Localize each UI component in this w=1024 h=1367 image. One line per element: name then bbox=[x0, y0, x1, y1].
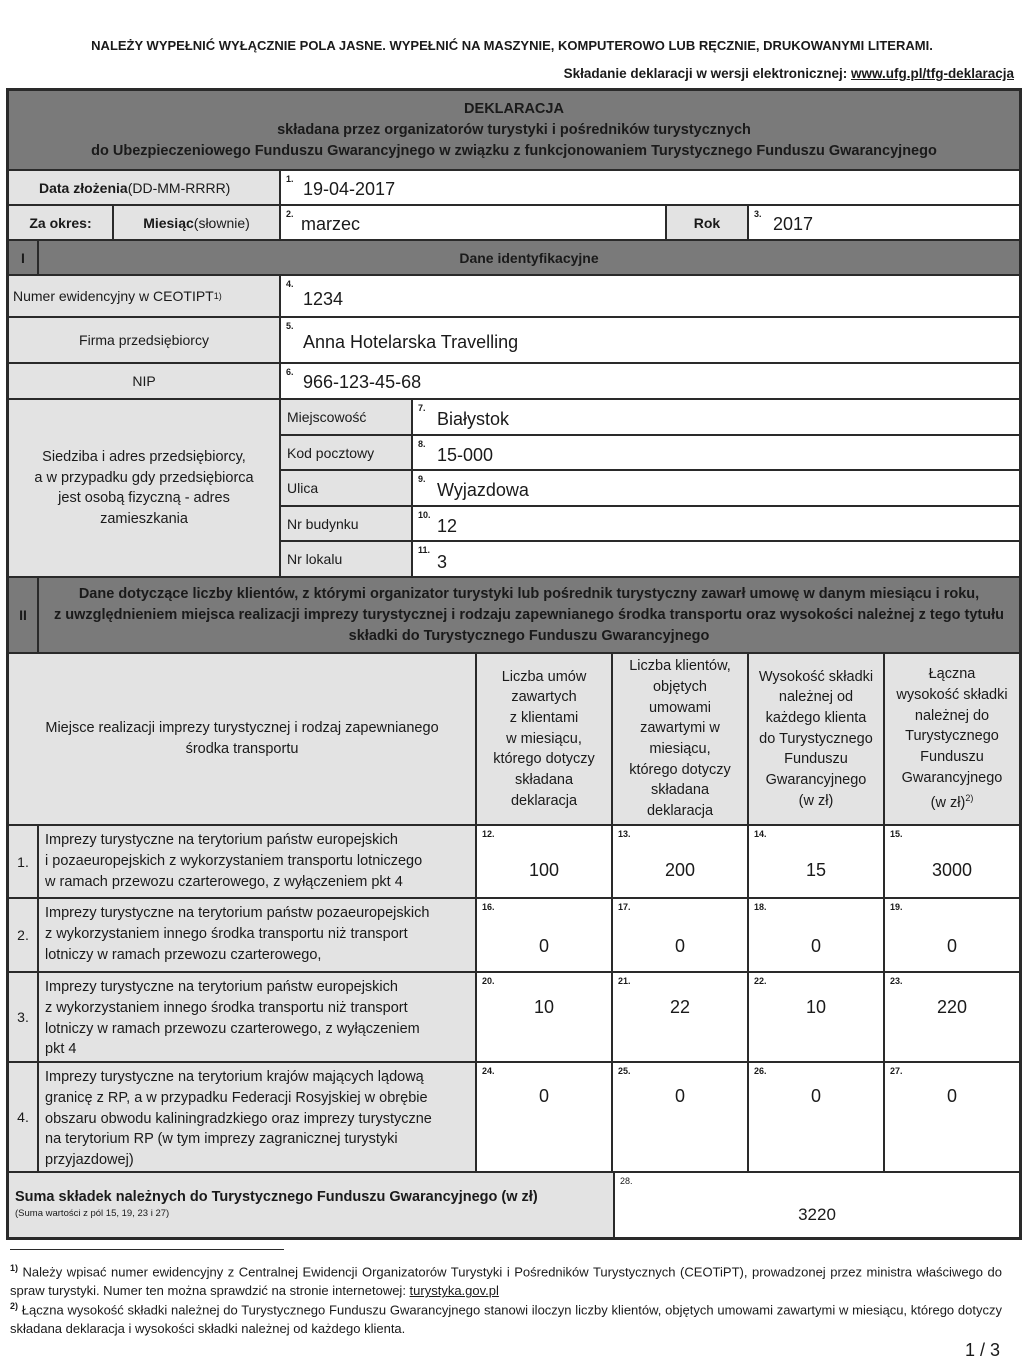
field-number: 7. bbox=[418, 403, 426, 413]
field-number: 10. bbox=[418, 510, 431, 520]
footnote-ref-1: 1) bbox=[213, 291, 222, 301]
field-number: 5. bbox=[286, 321, 294, 331]
postal-code-field[interactable] bbox=[412, 435, 1020, 470]
field-19[interactable]: 19. 0 bbox=[884, 898, 1020, 972]
row-number: 4. bbox=[8, 1062, 38, 1172]
sum-label bbox=[8, 1172, 614, 1238]
sum-note: (Suma wartości z pól 15, 19, 23 i 27) bbox=[15, 1208, 170, 1219]
firm-label: Firma przedsiębiorcy bbox=[8, 317, 280, 363]
field-17[interactable]: 17. 0 bbox=[612, 898, 748, 972]
field-number: 8. bbox=[418, 439, 426, 449]
field-number: 28. bbox=[620, 1176, 633, 1186]
row-description: Imprezy turystyczne na terytorium krajów mających lądową granicę z RP, a w przypadku Federacji Rosyjskiej w obrębie obszaru obwodu kaliningradzkiego oraz imprezy turystyczne na terytorium RP (w tym imprezy zagranicznej turystyki przyjazdowej) bbox=[38, 1062, 476, 1172]
row-description: Imprezy turystyczne na terytorium państw europejskich i pozaeuropejskich z wykorzystaniem transportu lotniczego w ramach przewozu czarterowego, z wyłączeniem pkt 4 bbox=[38, 825, 476, 898]
building-number-label: Nr budynku bbox=[280, 506, 412, 541]
footnote-2: $^{2)}$ Łączna wysokość składki należnej do Turystycznego Funduszu Gwarancyjnego stanowi iloczyn liczby klientów, objętych umowami zawartymi w miesiącu, którego dotyczy składana deklaracja i wysokości składki należnej od każdego klienta. bbox=[10, 1301, 1002, 1337]
field-28[interactable] bbox=[614, 1172, 1020, 1238]
nip-label: NIP bbox=[8, 363, 280, 399]
electronic-submission-label: Składanie deklaracji w wersji elektronicznej: bbox=[563, 66, 851, 81]
postal-code-label: Kod pocztowy bbox=[280, 435, 412, 470]
field-number: 2. bbox=[286, 209, 294, 219]
field-12[interactable]: 12. 100 bbox=[476, 825, 612, 898]
turystyka-link[interactable]: turystyka.gov.pl bbox=[409, 1283, 499, 1299]
row-number: 1. bbox=[8, 825, 38, 898]
section-2-number: II bbox=[8, 577, 38, 653]
month-label: Miesiąc (słownie) bbox=[113, 205, 280, 240]
row-description: Imprezy turystyczne na terytorium państw pozaeuropejskich z wykorzystaniem innego środka transportu niż transport lotniczy w ramach przewozu czarterowego, bbox=[38, 898, 476, 972]
section-1-title: Dane identyfikacyjne bbox=[38, 240, 1020, 275]
sum-title: Suma składek należnych do Turystycznego Funduszu Gwarancyjnego (w zł) bbox=[15, 1189, 538, 1205]
year-label: Rok bbox=[666, 205, 748, 240]
fee-per-client-header: Wysokość składki należnej od każdego klienta do Turystycznego Funduszu Gwarancyjnego (w zł) bbox=[748, 653, 884, 825]
row-number: 2. bbox=[8, 898, 38, 972]
street-value: Wyjazdowa bbox=[437, 480, 529, 500]
date-label: Data złożenia (DD-MM-RRRR) bbox=[8, 170, 280, 205]
nip-field[interactable] bbox=[280, 363, 1020, 399]
declaration-subtitle: składana przez organizatorów turystyki i pośredników turystycznych bbox=[277, 121, 751, 138]
field-25[interactable]: 25. 0 bbox=[612, 1062, 748, 1172]
section-2-title: Dane dotyczące liczby klientów, z którymi organizator turystyki lub pośrednik turystyczny zawarł umowę w danym miesiącu i roku, z uwzględnieniem miejsca realizacji imprezy turystycznej i rodzaju zapewnianego środka transportu oraz wysokości należnej z tego tytułu składki do Turystycznego Funduszu Gwarancyjnego bbox=[38, 577, 1020, 653]
street-field[interactable] bbox=[412, 470, 1020, 506]
month-field[interactable] bbox=[280, 205, 666, 240]
clients-count-header: Liczba klientów, objętych umowami zawartymi w miesiącu, którego dotyczy składana deklaracja bbox=[612, 653, 748, 825]
apartment-number-value: 3 bbox=[437, 552, 448, 572]
field-15[interactable]: 15. 3000 bbox=[884, 825, 1020, 898]
building-number-value: 12 bbox=[437, 516, 458, 536]
field-number: 3. bbox=[754, 209, 762, 219]
declaration-form bbox=[6, 88, 1022, 1240]
declaration-title: DEKLARACJA bbox=[464, 100, 564, 117]
month-value: marzec bbox=[301, 214, 361, 234]
field-18[interactable]: 18. 0 bbox=[748, 898, 884, 972]
field-number: 6. bbox=[286, 367, 294, 377]
ceotipt-value: 1234 bbox=[303, 289, 344, 309]
street-label: Ulica bbox=[280, 470, 412, 506]
field-26[interactable]: 26. 0 bbox=[748, 1062, 884, 1172]
ceotipt-field[interactable] bbox=[280, 275, 1020, 317]
total-fee-header: Łączna wysokość składki należnej do Turystycznego Funduszu Gwarancyjnego (w zł)$^{2)}$ bbox=[884, 653, 1020, 825]
field-13[interactable]: 13. 200 bbox=[612, 825, 748, 898]
field-21[interactable]: 21. 22 bbox=[612, 972, 748, 1062]
nip-value: 966-123-45-68 bbox=[303, 372, 422, 392]
year-field[interactable] bbox=[748, 205, 1020, 240]
field-16[interactable]: 16. 0 bbox=[476, 898, 612, 972]
electronic-submission-note bbox=[564, 66, 1014, 81]
building-number-field[interactable] bbox=[412, 506, 1020, 541]
declaration-header bbox=[8, 90, 1020, 170]
field-number: 4. bbox=[286, 279, 294, 289]
electronic-submission-link[interactable]: www.ufg.pl/tfg-deklaracja bbox=[850, 66, 1014, 81]
firm-value: Anna Hotelarska Travelling bbox=[303, 332, 519, 352]
apartment-number-label: Nr lokalu bbox=[280, 541, 412, 577]
contracts-count-header: Liczba umów zawartych z klientami w miesiącu, którego dotyczy składana deklaracja bbox=[476, 653, 612, 825]
field-24[interactable]: 24. 0 bbox=[476, 1062, 612, 1172]
row-number: 3. bbox=[8, 972, 38, 1062]
field-number: 11. bbox=[418, 545, 431, 555]
page-number: 1 / 3 bbox=[964, 1340, 1000, 1360]
apartment-number-field[interactable] bbox=[412, 541, 1020, 577]
place-header: Miejsce realizacji imprezy turystycznej i rodzaj zapewnianego środka transportu bbox=[8, 653, 476, 825]
city-label: Miejscowość bbox=[280, 399, 412, 435]
fill-instruction: NALEŻY WYPEŁNIĆ WYŁĄCZNIE POLA JASNE. WYPEŁNIĆ NA MASZYNIE, KOMPUTEROWO LUB RĘCZNIE, DRUKOWANYMI LITERAMI. bbox=[91, 38, 933, 53]
footnote-ref-2: 2) bbox=[965, 793, 974, 804]
city-field[interactable] bbox=[412, 399, 1020, 435]
field-number: 9. bbox=[418, 474, 426, 484]
date-value: 19-04-2017 bbox=[303, 179, 396, 199]
postal-code-value: 15-000 bbox=[437, 445, 494, 465]
sum-value: 3220 bbox=[798, 1205, 836, 1224]
city-value: Białystok bbox=[437, 409, 510, 429]
field-27[interactable]: 27. 0 bbox=[884, 1062, 1020, 1172]
footnote-divider bbox=[10, 1249, 284, 1250]
ceotipt-label: Numer ewidencyjny w CEOTIPT 1) bbox=[8, 275, 280, 317]
field-number: 1. bbox=[286, 174, 294, 184]
row-description: Imprezy turystyczne na terytorium państw europejskich z wykorzystaniem innego środka transportu niż transport lotniczy w ramach przewozu czarterowego, z wyłączeniem pkt 4 bbox=[38, 972, 476, 1062]
address-label: Siedziba i adres przedsiębiorcy, a w przypadku gdy przedsiębiorca jest osobą fizyczną - adres zamieszkania bbox=[8, 399, 280, 577]
field-14[interactable]: 14. 15 bbox=[748, 825, 884, 898]
field-23[interactable]: 23. 220 bbox=[884, 972, 1020, 1062]
footnote-1: $^{1)}$ Należy wpisać numer ewidencyjny z Centralnej Ewidencji Organizatorów Turystyki i Pośredników Turystycznych (CEOTiPT), prowadzonej przez ministra właściwego do spraw turystyki. Numer ten można sprawdzić na stronie internetowej: turystyka.gov.pl bbox=[10, 1263, 1002, 1299]
period-label: Za okres: bbox=[8, 205, 113, 240]
year-value: 2017 bbox=[773, 214, 814, 234]
field-20[interactable]: 20. 10 bbox=[476, 972, 612, 1062]
section-1-number: I bbox=[8, 240, 38, 275]
firm-field[interactable] bbox=[280, 317, 1020, 363]
date-field[interactable] bbox=[280, 170, 1020, 205]
declaration-subtitle-2: do Ubezpieczeniowego Funduszu Gwarancyjnego w związku z funkcjonowaniem Turystycznego Funduszu Gwarancyjnego bbox=[91, 142, 937, 159]
field-22[interactable]: 22. 10 bbox=[748, 972, 884, 1062]
